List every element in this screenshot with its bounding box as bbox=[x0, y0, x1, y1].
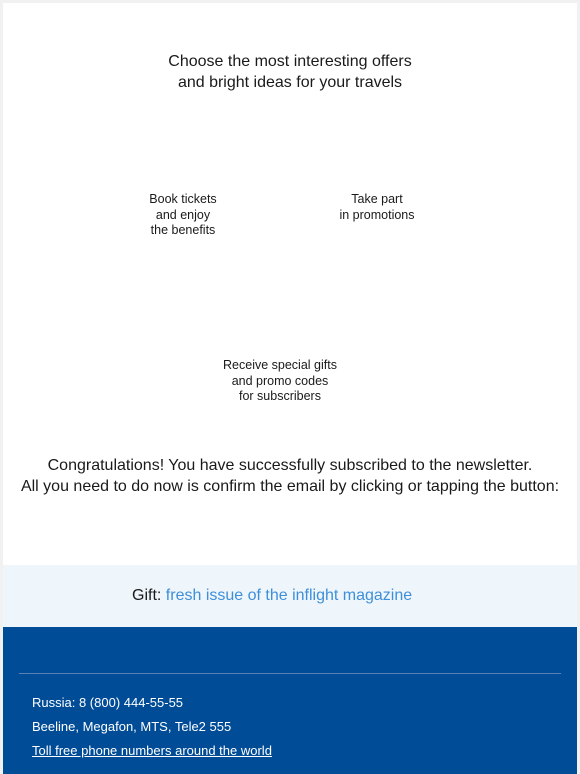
footer-phone: Russia: 8 (800) 444-55-55 bbox=[32, 695, 184, 710]
benefit-line: and promo codes bbox=[231, 373, 329, 388]
congrats-line-2: All you need to do now is confirm the email by clicking or tapping the button: bbox=[20, 478, 560, 495]
footer bbox=[3, 627, 577, 774]
inflight-magazine-link[interactable]: fresh issue of the inflight magazine bbox=[165, 587, 413, 604]
gift-text bbox=[132, 586, 412, 606]
congrats-line-1: Congratulations! You have successfully subscribed to the newsletter. bbox=[47, 457, 533, 474]
footer-operators: Beeline, Megafon, MTS, Tele2 555 bbox=[32, 719, 232, 734]
benefit-line: Book tickets bbox=[149, 192, 217, 206]
intro-line-2: and bright ideas for your travels bbox=[177, 74, 403, 91]
footer-divider bbox=[19, 673, 561, 674]
toll-free-numbers-link[interactable]: Toll free phone numbers around the world bbox=[32, 743, 272, 758]
benefit-line: and enjoy bbox=[155, 207, 211, 222]
benefit-promotions bbox=[307, 192, 447, 223]
benefit-line: in promotions bbox=[339, 207, 415, 222]
email-body bbox=[3, 3, 577, 774]
benefit-book-tickets bbox=[113, 192, 253, 239]
gift-banner bbox=[3, 565, 577, 627]
intro-line-1: Choose the most interesting offers bbox=[168, 53, 412, 70]
benefit-line: for subscribers bbox=[239, 389, 321, 403]
benefit-line: the benefits bbox=[150, 223, 216, 237]
intro-text bbox=[3, 51, 577, 93]
gift-label: Gift: bbox=[132, 587, 162, 604]
congratulations-text bbox=[3, 455, 577, 497]
benefit-line: Take part bbox=[351, 192, 403, 206]
benefit-line: Receive special gifts bbox=[223, 358, 337, 372]
benefit-special-gifts bbox=[200, 358, 360, 405]
